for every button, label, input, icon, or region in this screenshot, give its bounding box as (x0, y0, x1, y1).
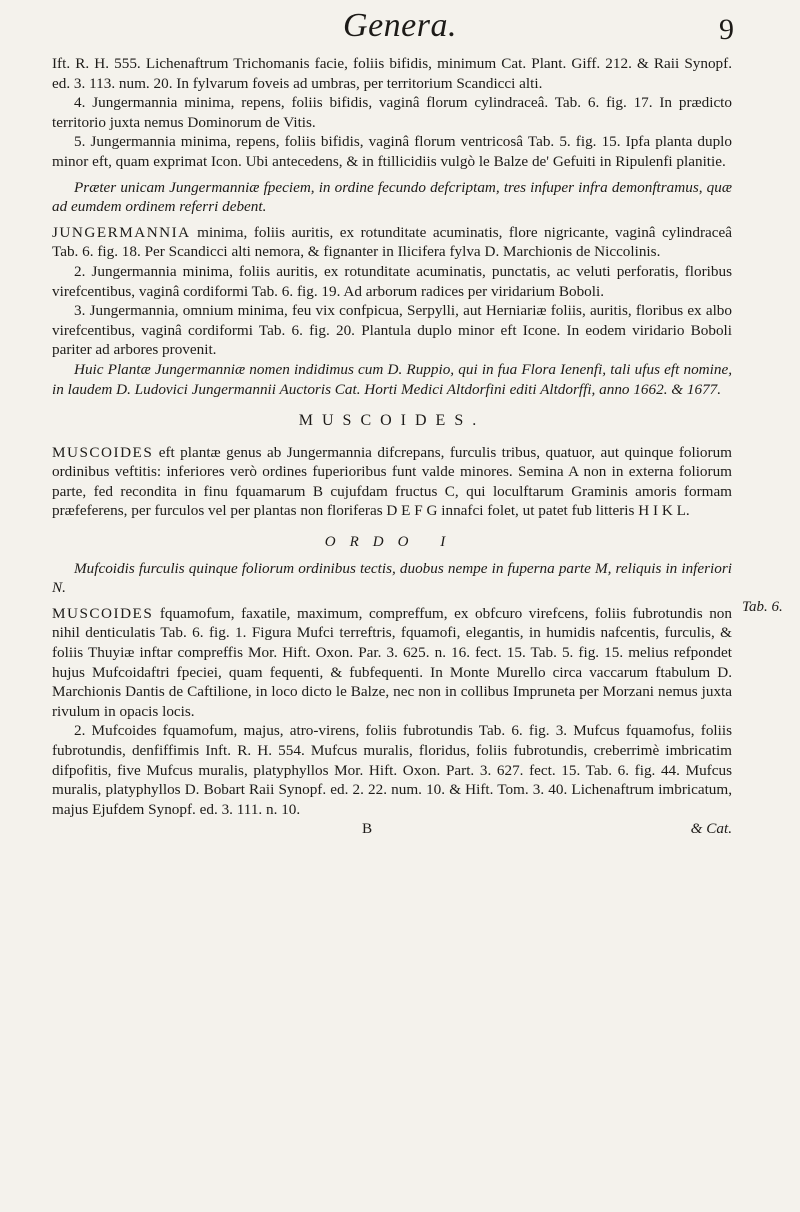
paragraph-text: eft plantæ genus ab Jungermannia difcrepans, furculis tribus, quatuor, aut quinque foliorum ordinibus veftitis: inferiores verò ordines fuperioribus funt valde minores. Semina A non in externa foliorum parte, fed recondita in finu fquamarum B cujufdam fructus C, qui loculftarum Graminis amoris formam præfeferens, per furculos vel per plantas non floriferas D E F G innafci folet, ut patet fub litteris H I K L. (52, 443, 732, 520)
catchword: & Cat. (690, 820, 732, 838)
paragraph-praeter-note: Præter unicam Jungermanniæ fpeciem, in ordine fecundo defcriptam, tres infuper infra demonftramus, quæ ad eumdem ordinem referri debent. (52, 178, 732, 216)
page-footer (52, 819, 732, 839)
paragraph-jungermannia-2: 2. Jungermannia minima, foliis auritis, ex rotunditate acuminatis, punctatis, ac veluti perforatis, floribus virefcentibus, vaginâ cordiformi Tab. 6. fig. 19. Ad arborum radices per viridarium Boboli. (52, 262, 732, 300)
paragraph-jungermannia-1 (52, 223, 732, 262)
ordo-heading: ORDO I (324, 534, 460, 551)
signature-mark: B (362, 820, 373, 838)
page-title: Genera. (343, 7, 457, 44)
section-title: MUSCOIDES. (298, 412, 486, 430)
paragraph-lead-word: JUNGERMANNIA (52, 223, 191, 241)
paragraph-muscoides-genus (52, 443, 732, 521)
page-body (52, 54, 732, 839)
paragraph-muscoides-2: 2. Mufcoides fquamofum, majus, atro-virens, foliis fubrotundis Tab. 6. fig. 3. Mufcus fquamofus, foliis fubrotundis, denfiffimis Inft. R. H. 554. Mufcus muralis, floridus, foliis fubrotundis, creberrimè imbricatim difpofitis, five Mufcus muralis, platyphyllos Mor. Hift. Oxon. Part. 3. 627. fect. 15. Tab. 6. fig. 44. Mufcus muralis, platyphyllos D. Bobart Raii Synopf. ed. 2. 22. num. 10. & Hift. Tom. 3. 40. Lichenaftrum imbricatum, majus Ejufdem Synopf. ed. 3. 111. n. 10. (52, 722, 732, 818)
running-head (0, 6, 800, 50)
paragraph-text: fquamofum, faxatile, maximum, compreffum, ex obfcuro virefcens, foliis fubrotundis non nihil denticulatis Tab. 6. fig. 1. Figura Mufci terreftris, fquamofi, elegantis, in humidis nafcentis, furculis, & foliis Thuyiæ inftar compreffis Mor. Hift. Oxon. Par. 3. 625. n. 16. fect. 15. Tab. 5. fig. 15. melius refpondet hujus Mufcoidaftri fpeciei, quam fequenti, & fubfequenti. In Monte Murello circa vaccarum ftabulum D. Marchionis Dantis de Caftilione, in loco dicto le Balze, nec non in collibus Impruneta per Morzani nemus juxta rivulum in opacis locis. (52, 604, 732, 720)
paragraph-jungermannia-5: 5. Jungermannia minima, repens, foliis bifidis, vaginâ florum ventricosâ Tab. 5. fig. 15. Ipfa planta duplo minor eft, quam exprimat Icon. Ubi antecedens, & in ftillicidiis vulgò le Balze de' Gefuiti in Ripulenfi planitie. (52, 133, 732, 170)
paragraph-jungermannia-3: 3. Jungermannia, omnium minima, feu vix confpicua, Serpylli, aut Herniariæ foliis, auritis, floribus ex albo virefcentibus, vaginâ cordiformi Tab. 6. fig. 20. Plantula duplo minor eft Icone. In eodem viridario Boboli pariter ad arbores provenit. (52, 302, 732, 359)
page-number: 9 (719, 13, 734, 46)
ordo-description: Mufcoidis furculis quinque foliorum ordinibus tectis, duobus nempe in fuperna parte M, reliquis in inferiori N. (52, 559, 732, 597)
paragraph-text: minima, foliis auritis, ex rotunditate acuminatis, flore nigricante, vaginâ cylindraceâ Tab. 6. fig. 18. Per Scandicci alti nemora, & fignanter in Ilicifera fylva D. Marchionis de Niccolinis. (52, 223, 733, 261)
paragraph-lichenastrum: Ift. R. H. 555. Lichenaftrum Trichomanis facie, foliis bifidis, minimum Cat. Plant. Giff. 212. & Raii Synopf. ed. 3. 113. num. 20. In fylvarum foveis ad umbras, per territorium Scandicci alti. (52, 55, 732, 92)
paragraph-lead-word: MUSCOIDES (52, 604, 154, 622)
paragraph-nomen-note: Huic Plantæ Jungermanniæ nomen indidimus cum D. Ruppio, qui in fua Flora Ienenfi, tali ufus eft nomine, in laudem D. Ludovici Jungermannii Auctoris Cat. Horti Medici Altdorfini editi Altdorffi, anno 1662. & 1677. (52, 360, 732, 398)
paragraph-jungermannia-4: 4. Jungermannia minima, repens, foliis bifidis, vaginâ florum cylindraceâ. Tab. 6. fig. 17. In prædicto territorio juxta nemus Dominorum de Vitis. (52, 94, 732, 131)
paragraph-muscoides-1 (52, 604, 732, 722)
paragraph-lead-word: MUSCOIDES (52, 443, 154, 461)
margin-note-tab: Tab. 6. (742, 599, 783, 615)
